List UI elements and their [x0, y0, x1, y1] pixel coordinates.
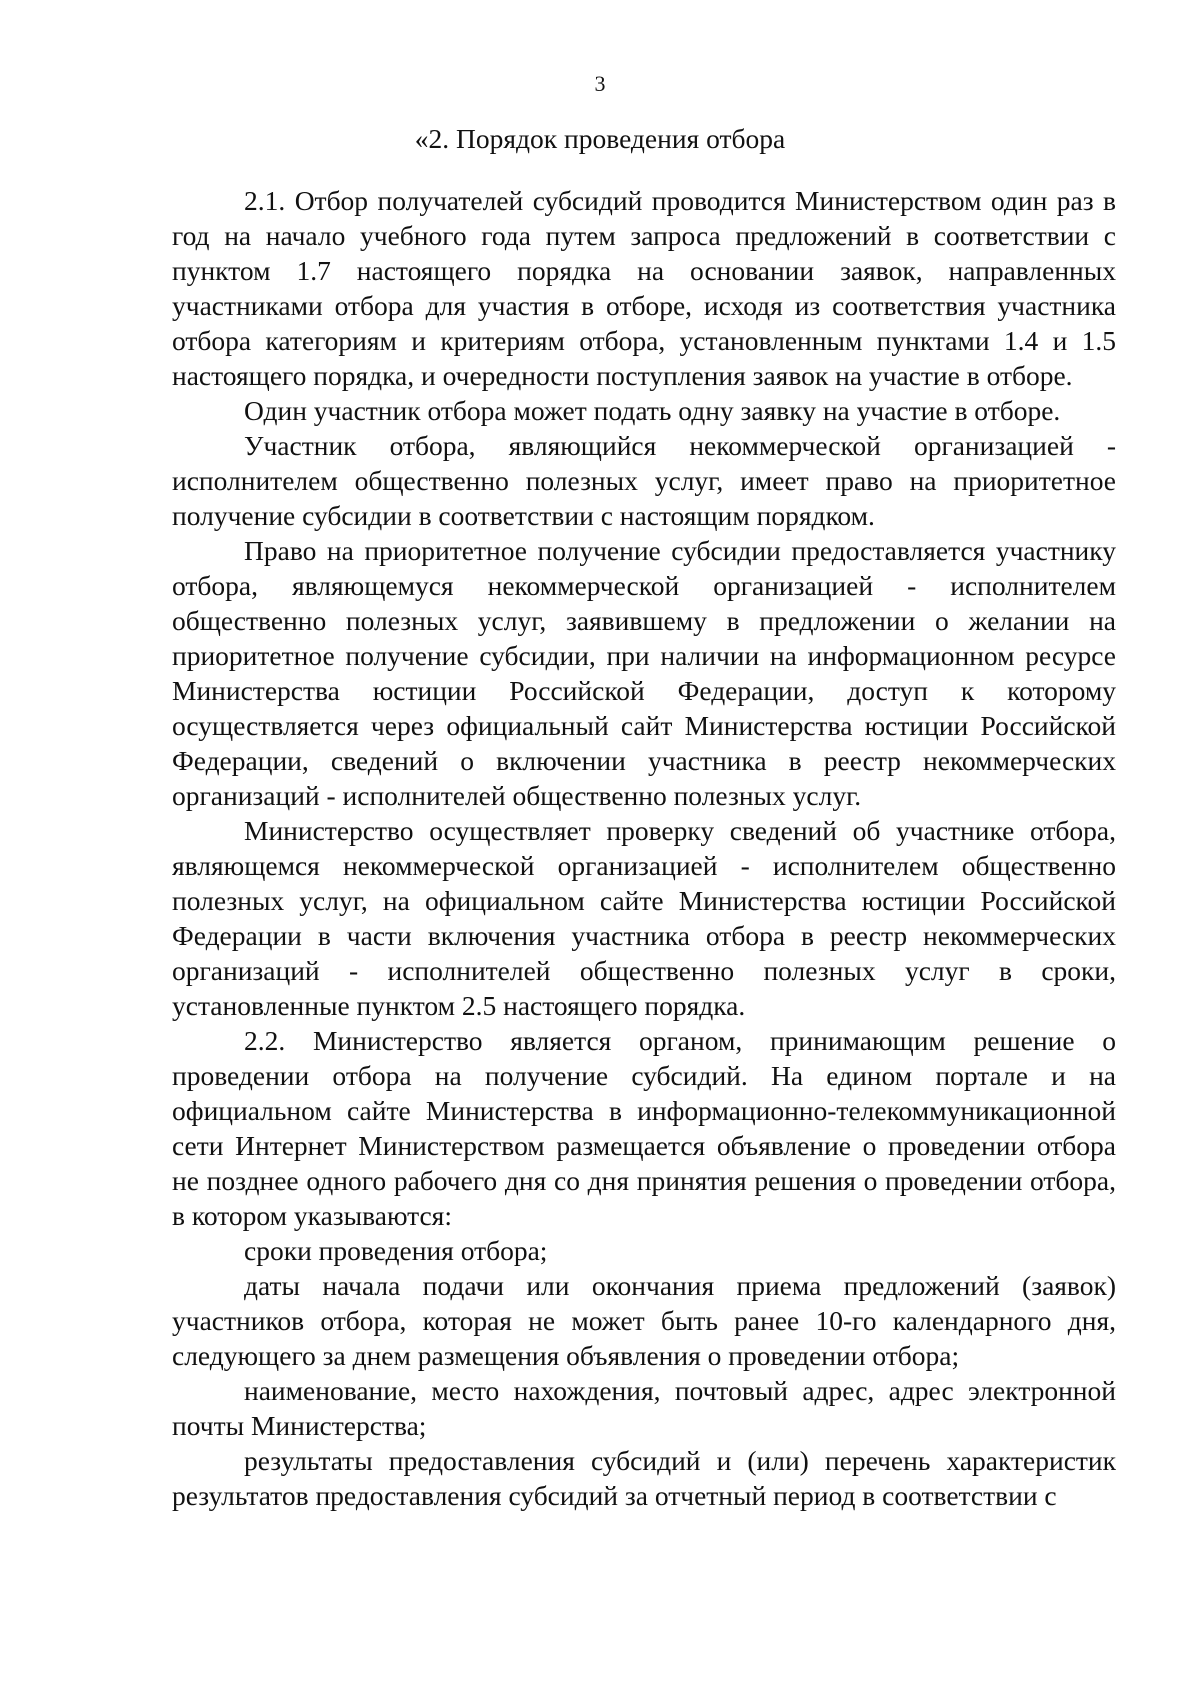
paragraph: Участник отбора, являющийся некоммерческой организацией - исполнителем общественно полезных услуг, имеет право на приоритетное получение субсидии в соответствии с настоящим порядком.	[172, 430, 1116, 531]
section-title: «2. Порядок проведения отбора	[414, 123, 786, 154]
paragraph: сроки проведения отбора;	[244, 1235, 548, 1266]
paragraph: 2.2. Министерство является органом, принимающим решение о проведении отбора на получение субсидий. На едином портале и на официальном сайте Министерства в информационно-телекоммуникационной сети Интернет Министерством размещается объявление о проведении отбора не позднее одного рабочего дня со дня принятия решения о проведении отбора, в котором указываются:	[172, 1025, 1116, 1231]
paragraph: наименование, место нахождения, почтовый адрес, адрес электронной почты Министерства;	[172, 1375, 1116, 1441]
paragraph: результаты предоставления субсидий и (или) перечень характеристик результатов предоставления субсидий за отчетный период в соответствии с	[172, 1445, 1116, 1511]
paragraph: Министерство осуществляет проверку сведений об участнике отбора, являющемся некоммерческой организацией - исполнителем общественно полезных услуг, на официальном сайте Министерства юстиции Российской Федерации в части включения участника отбора в реестр некоммерческих организаций - исполнителей общественно полезных услуг в сроки, установленные пунктом 2.5 настоящего порядка.	[172, 815, 1116, 1021]
document-body	[172, 183, 1116, 1513]
paragraph: Один участник отбора может подать одну заявку на участие в отборе.	[244, 395, 1061, 426]
page-number: 3	[594, 71, 606, 96]
paragraph: Право на приоритетное получение субсидии предоставляется участнику отбора, являющемуся некоммерческой организацией - исполнителем общественно полезных услуг, заявившему в предложении о желании на приоритетное получение субсидии, при наличии на информационном ресурсе Министерства юстиции Российской Федерации, доступ к которому осуществляется через официальный сайт Министерства юстиции Российской Федерации, сведений о включении участника в реестр некоммерческих организаций - исполнителей общественно полезных услуг.	[172, 535, 1116, 811]
paragraph: даты начала подачи или окончания приема предложений (заявок) участников отбора, которая не может быть ранее 10-го календарного дня, следующего за днем размещения объявления о проведении отбора;	[172, 1270, 1116, 1371]
paragraph: 2.1. Отбор получателей субсидий проводится Министерством один раз в год на начало учебного года путем запроса предложений в соответствии с пунктом 1.7 настоящего порядка на основании заявок, направленных участниками отбора для участия в отборе, исходя из соответствия участника отбора категориям и критериям отбора, установленным пунктами 1.4 и 1.5 настоящего порядка, и очередности поступления заявок на участие в отборе.	[172, 185, 1116, 391]
